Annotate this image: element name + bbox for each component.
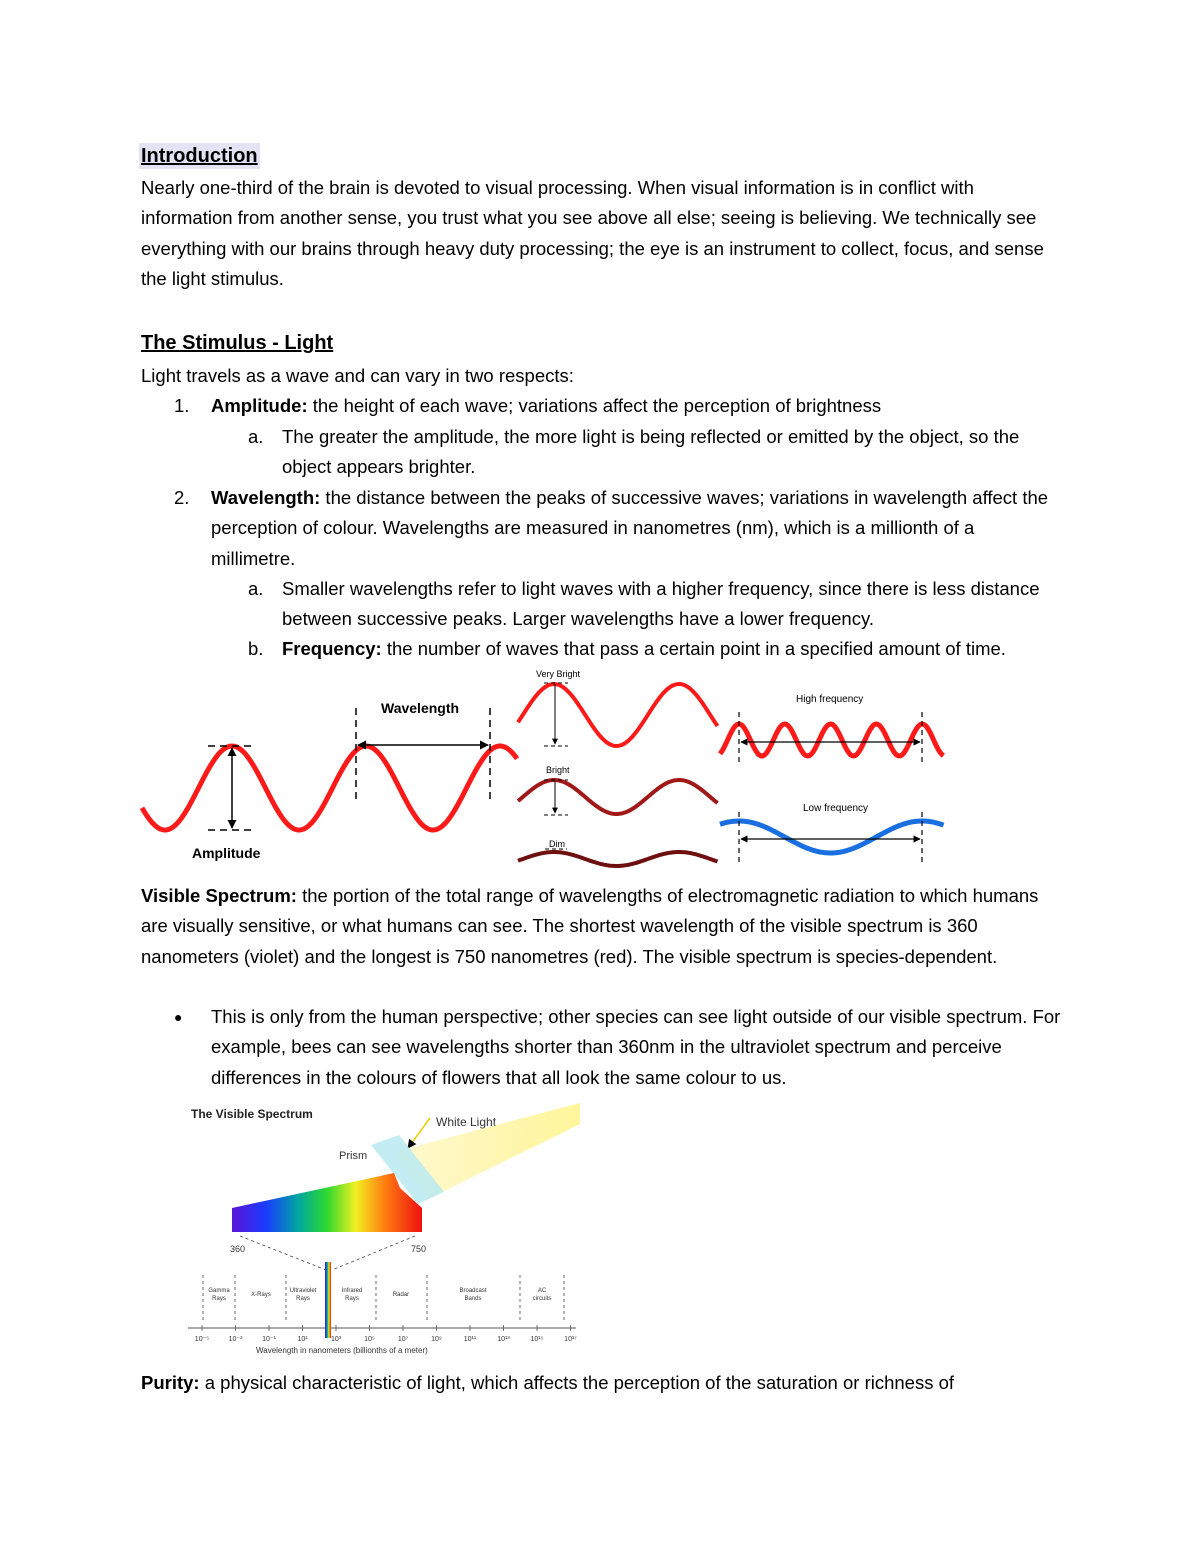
term-purity: Purity: — [141, 1372, 200, 1393]
term-frequency: Frequency: — [282, 638, 382, 659]
bees-bullet-item: This is only from the human perspective; other species can see light outside of our visible spectrum. For example, bees can see wavelengths shorter than 360nm in the ultraviolet spectrum and perceive differences in the colours of flowers that all look the same colour to us. — [211, 1006, 1061, 1088]
stimulus-lead: Light travels as a wave and can vary in two respects: — [141, 365, 574, 386]
list-marker-2: 2. — [174, 487, 190, 508]
stimulus-heading: The Stimulus - Light — [141, 332, 334, 354]
list-marker-1: 1. — [174, 395, 190, 416]
sublist-item-1a: The greater the amplitude, the more light is being reflected or emitted by the object, so the object appears brighter. — [282, 426, 1020, 478]
em-tick-label: 10¹⁷ — [564, 1336, 577, 1343]
em-band-label: X-Rays — [251, 1292, 271, 1298]
em-tick-label: 10¹³ — [497, 1336, 510, 1343]
wavelength-label: Wavelength — [381, 700, 460, 716]
visible-window — [325, 1262, 331, 1338]
white-light-label: White Light — [436, 1115, 497, 1129]
em-tick-label: 10¹⁵ — [530, 1336, 544, 1343]
dim-label: Dim — [549, 839, 565, 849]
very-bright-wave — [518, 684, 718, 746]
em-band-label: AC circuits — [532, 1288, 552, 1302]
em-tick-label: 10⁻³ — [228, 1336, 243, 1343]
em-tick-label: 10¹¹ — [463, 1336, 477, 1343]
purity-text: a physical characteristic of light, which affects the perception of the saturation or richness of — [199, 1372, 955, 1393]
intro-paragraph: Nearly one-third of the brain is devoted to visual processing. When visual information is in conflict with information from another sense, you trust what you see above all else; seeing is believing. We technically see everything with our brains through heavy duty processing; the eye is an instrument to collect, focus, and sense the light stimulus. — [141, 177, 1044, 290]
em-axis-label: Wavelength in nanometers (billionths of a meter) — [256, 1346, 428, 1355]
visible-spectrum-paragraph — [141, 881, 1046, 972]
intro-heading: Introduction — [141, 145, 258, 167]
em-tick-label: 10⁻¹ — [262, 1336, 276, 1343]
em-tick-label: 10³ — [330, 1336, 342, 1343]
sublist-item-2a: Smaller wavelengths refer to light waves with a higher frequency, since there is less distance between successive peaks. Larger wavelengths have a lower frequency. — [282, 578, 1040, 630]
sublist-marker-1a: a. — [248, 426, 264, 447]
visible-spectrum-text: the portion of the total range of wavelengths of electromagnetic radiation to which humans are visually sensitive, or what humans can see. The shortest wavelength of the visible spectrum is 360 nanometers (violet) and the longest is 750 nanometres (red). The visible spectrum is species-dependent. — [141, 885, 1039, 967]
em-tick-label: 10⁷ — [397, 1336, 409, 1343]
em-tick-label: 10¹ — [297, 1336, 308, 1343]
em-band-label: Infrared Rays — [341, 1288, 363, 1302]
purity-paragraph — [141, 1368, 1061, 1398]
em-band-label: Gamma Rays — [208, 1288, 230, 1302]
main-wave-guides — [208, 708, 490, 830]
visible-spectrum-figure — [168, 1100, 588, 1360]
term-visible-spectrum: Visible Spectrum: — [141, 885, 297, 906]
em-band-label: Radar — [392, 1292, 410, 1298]
term-amplitude: Amplitude: — [211, 395, 308, 416]
em-scale — [188, 1275, 577, 1343]
main-wave-curve — [142, 746, 517, 830]
term-wavelength: Wavelength: — [211, 487, 321, 508]
spectrum-band — [232, 1173, 422, 1232]
em-tick-label: 10⁻⁵ — [194, 1336, 210, 1343]
spectrum-left-value: 360 — [230, 1244, 246, 1254]
bullet-marker: ● — [174, 1009, 183, 1025]
sublist-marker-2a: a. — [248, 578, 264, 599]
amplitude-text: the height of each wave; variations affect the perception of brightness — [307, 395, 882, 416]
bright-wave — [518, 780, 718, 814]
sublist-marker-2b: b. — [248, 638, 264, 659]
high-frequency-label: High frequency — [796, 694, 864, 705]
em-band-label: Ultraviolet Rays — [289, 1288, 317, 1302]
em-tick-label: 10⁹ — [431, 1336, 442, 1343]
frequency-text: the number of waves that pass a certain point in a specified amount of time. — [381, 638, 1006, 659]
spectrum-title: The Visible Spectrum — [191, 1107, 313, 1121]
very-bright-label: Very Bright — [536, 669, 581, 679]
amplitude-label: Amplitude — [192, 845, 261, 861]
em-band-label: Broadcast Bands — [459, 1288, 487, 1302]
dim-wave — [518, 852, 718, 866]
low-frequency-wave — [720, 821, 944, 853]
em-tick-label: 10⁵ — [364, 1336, 375, 1343]
prism-label: Prism — [339, 1150, 368, 1162]
wavelength-text: the distance between the peaks of successive waves; variations in wavelength affect the perception of colour. Wavelengths are measured in nanometres (nm), which is a millionth of a millimetre. — [211, 487, 1049, 569]
bright-label: Bright — [546, 765, 570, 775]
low-frequency-label: Low frequency — [803, 803, 869, 814]
spectrum-right-value: 750 — [411, 1244, 427, 1254]
high-frequency-wave — [720, 724, 944, 756]
